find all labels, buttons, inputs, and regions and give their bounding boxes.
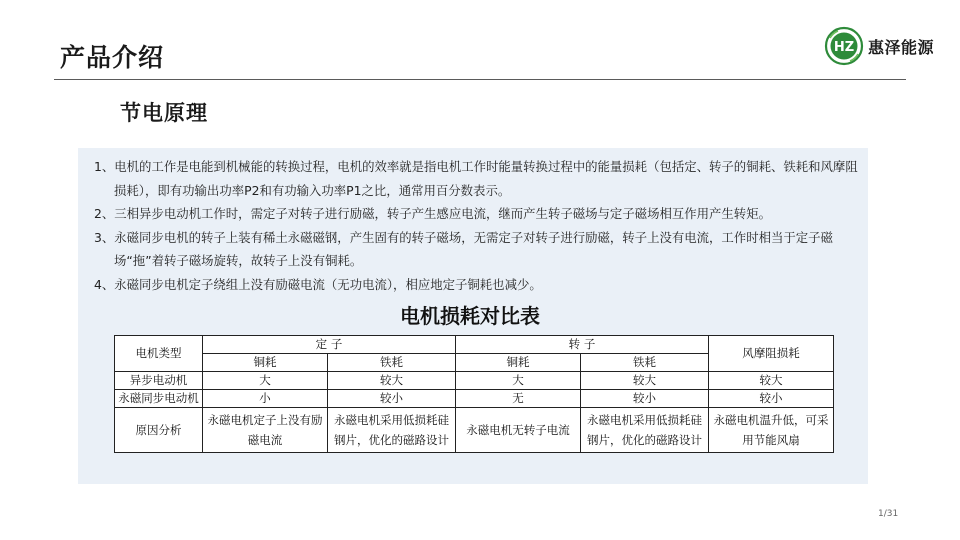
section-subtitle: 节电原理 bbox=[120, 101, 208, 125]
principle-item-3: 3、永磁同步电机的转子上装有稀土永磁磁钢，产生固有的转子磁场，无需定子对转子进行励磁，转子上没有电流，工作时相当于定子磁场“拖”着转子磁场旋转，故转子上没有铜耗。 bbox=[94, 229, 833, 268]
header-wind-loss: 风摩阻损耗 bbox=[709, 336, 834, 372]
loss-comparison-table bbox=[114, 335, 834, 453]
table-cell: 大 bbox=[456, 372, 581, 390]
table-row bbox=[115, 372, 834, 390]
brand-name: 惠泽能源 bbox=[868, 37, 935, 57]
table-cell: 小 bbox=[203, 390, 328, 408]
principle-item-2: 2、三相异步电动机工作时，需定子对转子进行励磁，转子产生感应电流，继而产生转子磁场与定子磁场相互作用产生转矩。 bbox=[94, 206, 771, 221]
reason-cell: 永磁电机温升低，可采用节能风扇 bbox=[709, 408, 834, 453]
header-rotor-iron: 铁耗 bbox=[581, 354, 709, 372]
table-row bbox=[115, 390, 834, 408]
header-rotor: 转 子 bbox=[456, 336, 709, 354]
table-cell: 较大 bbox=[709, 372, 834, 390]
row-label: 异步电动机 bbox=[115, 372, 203, 390]
page-number: 1/31 bbox=[878, 509, 899, 519]
logo-letters: HZ bbox=[833, 40, 855, 55]
table-cell: 较小 bbox=[581, 390, 709, 408]
principle-list bbox=[94, 155, 864, 296]
table-cell: 较大 bbox=[581, 372, 709, 390]
title-divider bbox=[54, 79, 906, 80]
row-label: 永磁同步电动机 bbox=[115, 390, 203, 408]
leaf-logo-icon bbox=[824, 26, 864, 66]
table-cell: 无 bbox=[456, 390, 581, 408]
table-cell: 较小 bbox=[709, 390, 834, 408]
page-title: 产品介绍 bbox=[60, 43, 165, 72]
reason-cell: 永磁电机无转子电流 bbox=[456, 408, 581, 453]
table-cell: 大 bbox=[203, 372, 328, 390]
table-row-reason bbox=[115, 408, 834, 453]
header-motor-type: 电机类型 bbox=[115, 336, 203, 372]
row-label: 原因分析 bbox=[115, 408, 203, 453]
reason-cell: 永磁电机定子上没有励磁电流 bbox=[203, 408, 328, 453]
table-cell: 较小 bbox=[328, 390, 456, 408]
reason-cell: 永磁电机采用低损耗硅钢片，优化的磁路设计 bbox=[328, 408, 456, 453]
table-title: 电机损耗对比表 bbox=[400, 304, 540, 328]
header-stator-copper: 铜耗 bbox=[203, 354, 328, 372]
header-rotor-copper: 铜耗 bbox=[456, 354, 581, 372]
principle-item-1: 1、电机的工作是电能到机械能的转换过程，电机的效率就是指电机工作时能量转换过程中的能量损耗（包括定、转子的铜耗、铁耗和风摩阻损耗），即有功输出功率P2和有功输入功率P1之比，通常用百分数表示。 bbox=[94, 159, 858, 198]
brand-logo bbox=[824, 26, 934, 66]
header-stator: 定 子 bbox=[203, 336, 456, 354]
principle-item-4: 4、永磁同步电机定子绕组上没有励磁电流（无功电流），相应地定子铜耗也减少。 bbox=[94, 276, 542, 292]
table-cell: 较大 bbox=[328, 372, 456, 390]
reason-cell: 永磁电机采用低损耗硅钢片，优化的磁路设计 bbox=[581, 408, 709, 453]
header-stator-iron: 铁耗 bbox=[328, 354, 456, 372]
